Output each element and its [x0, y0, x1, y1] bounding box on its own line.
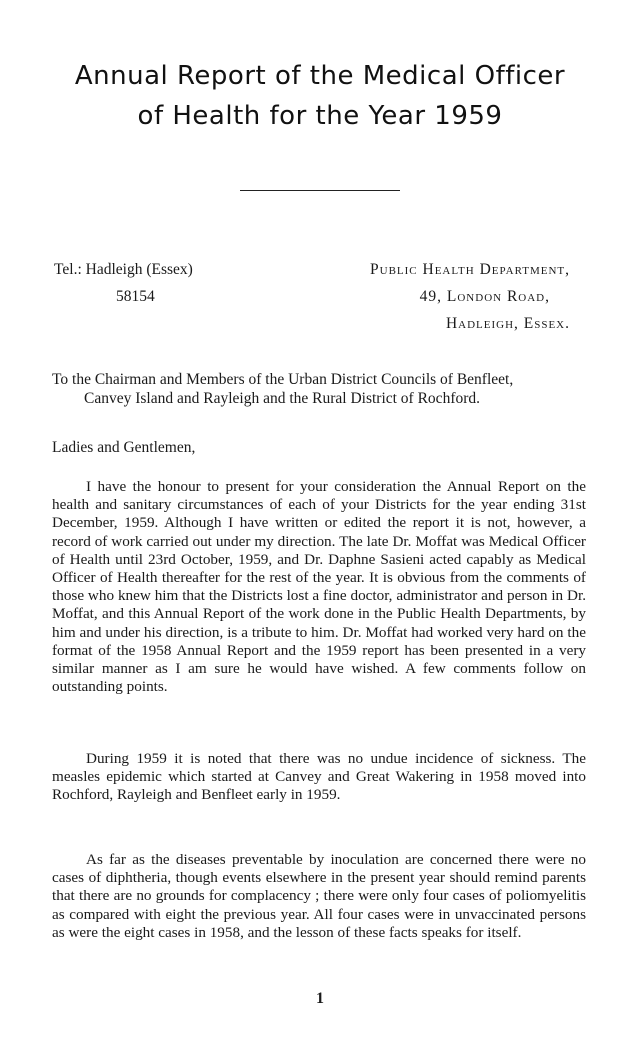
addressee: [52, 370, 586, 408]
telephone-number: 58154: [116, 288, 155, 305]
title-divider: [240, 190, 400, 191]
greeting: Ladies and Gentlemen,: [52, 439, 196, 456]
addressee-line-2: Canvey Island and Rayleigh and the Rural District of Rochford.: [84, 390, 481, 407]
telephone-block: [54, 256, 193, 310]
address-line-2: 49, London Road,: [419, 288, 550, 305]
paragraph-2: During 1959 it is noted that there was no undue incidence of sickness. The measles epidemic which started at Canvey and Great Wakering in 1958 moved into Rochford, Rayleigh and Benfleet early in 1959.: [52, 750, 586, 804]
address-block: [370, 256, 570, 337]
address-line-1: Public Health Department,: [370, 261, 570, 278]
address-line-3: Hadleigh, Essex.: [445, 315, 570, 332]
page-number: 1: [316, 990, 324, 1007]
paragraph-1: I have the honour to present for your consideration the Annual Report on the health and sanitary circumstances of each of your Districts for the year ending 31st December, 1959. Although I have written or edited the report it is not, however, a record of work carried out under my direction. The late Dr. Moffat was Medical Officer of Health until 23rd October, 1959, and Dr. Daphne Sasieni acted capably as Medical Officer of Health thereafter for the rest of the year. It is obvious from the comments of those who knew him that the Districts lost a fine doctor, administrator and person in Dr. Moffat, and this Annual Report of the work done in the Public Health Departments, by him and under his direction, is a tribute to him. Dr. Moffat had worked very hard on the format of the 1958 Annual Report and the 1959 report has been presented in a very similar manner as I am sure he would have wished. A few comments follow on outstanding points.: [52, 478, 586, 696]
title-line-1: Annual Report of the Medical Officer: [74, 61, 566, 91]
report-title: [0, 56, 640, 136]
addressee-line-1: To the Chairman and Members of the Urban District Councils of Benfleet,: [52, 371, 514, 388]
paragraph-3: As far as the diseases preventable by inoculation are concerned there were no cases of diphtheria, though events elsewhere in the present year should remind parents that there are no grounds for complacency ; there were only four cases of poliomyelitis as compared with eight the previous year. All four cases were in unvaccinated persons as were the eight cases in 1958, and the lesson of these facts speaks for itself.: [52, 851, 586, 941]
title-line-2: of Health for the Year 1959: [137, 101, 503, 131]
telephone-line: Tel.: Hadleigh (Essex): [54, 261, 193, 278]
